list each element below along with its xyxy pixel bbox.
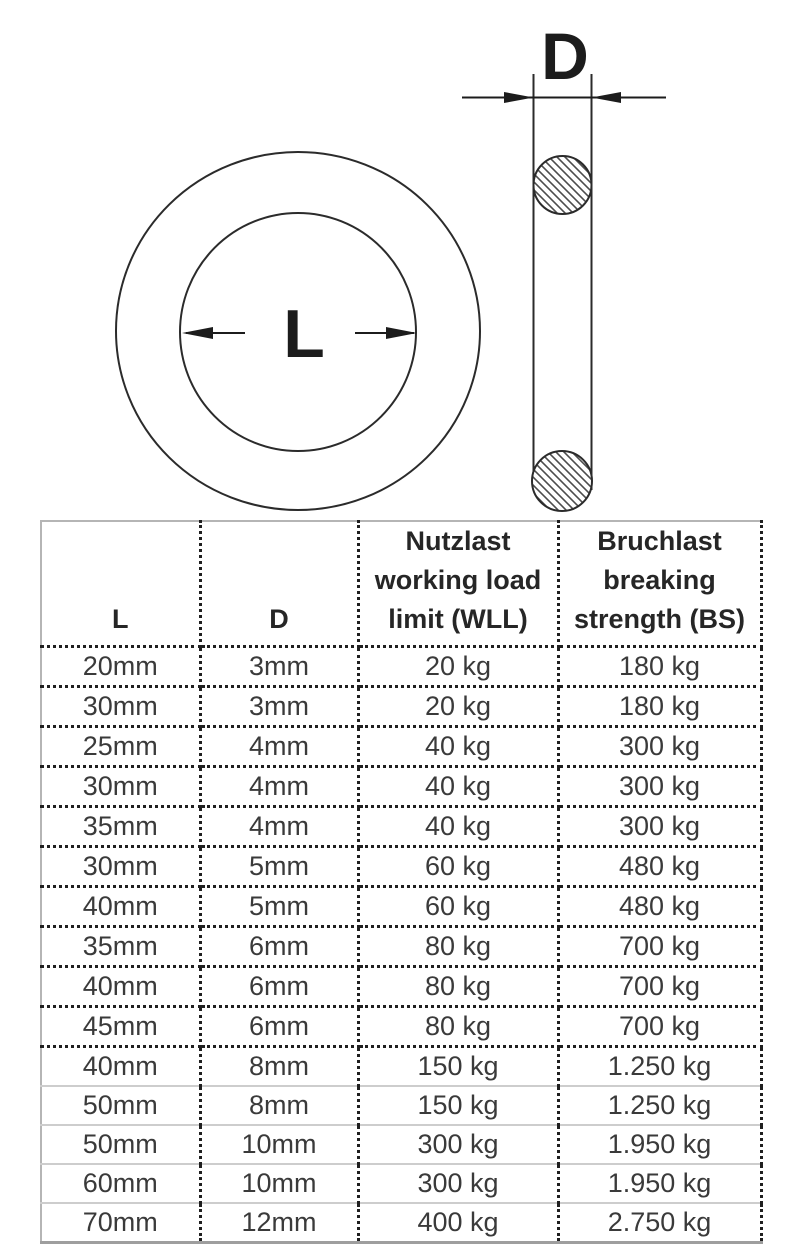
table-cell: 35mm	[41, 807, 200, 847]
table-cell: 700 kg	[558, 927, 761, 967]
table-cell: 300 kg	[558, 767, 761, 807]
col-header-l-label: L	[112, 604, 129, 634]
table-cell: 80 kg	[358, 967, 558, 1007]
table-cell: 180 kg	[558, 687, 761, 727]
col-header-l	[41, 521, 200, 647]
table-cell: 40mm	[41, 967, 200, 1007]
table-cell: 6mm	[200, 967, 358, 1007]
table-cell: 8mm	[200, 1047, 358, 1087]
table-cell: 50mm	[41, 1125, 200, 1164]
table-cell: 1.250 kg	[558, 1086, 761, 1125]
table-cell: 700 kg	[558, 1007, 761, 1047]
table-cell: 700 kg	[558, 967, 761, 1007]
table-cell: 3mm	[200, 647, 358, 687]
col-header-wll: Nutzlast working load limit (WLL)	[358, 521, 558, 647]
load-spec-table	[40, 520, 763, 1244]
table-cell: 40mm	[41, 887, 200, 927]
table-cell: 8mm	[200, 1086, 358, 1125]
table-cell: 4mm	[200, 727, 358, 767]
table-cell: 480 kg	[558, 887, 761, 927]
l-dimension-label: L	[283, 296, 325, 372]
table-row	[41, 647, 761, 687]
d-dimension-left-arrow-icon	[504, 92, 534, 103]
table-cell: 20mm	[41, 647, 200, 687]
table-cell: 150 kg	[358, 1047, 558, 1087]
l-dimension-right-arrow-icon	[355, 327, 417, 339]
table-cell: 20 kg	[358, 647, 558, 687]
table-row	[41, 767, 761, 807]
table-cell: 300 kg	[358, 1125, 558, 1164]
table-cell: 1.250 kg	[558, 1047, 761, 1087]
table-cell: 40 kg	[358, 727, 558, 767]
table-cell: 5mm	[200, 887, 358, 927]
table-row	[41, 927, 761, 967]
cross-section-bottom	[532, 451, 592, 511]
table-row	[41, 967, 761, 1007]
cross-section-top	[534, 156, 592, 214]
table-row	[41, 1203, 761, 1243]
table-cell: 35mm	[41, 927, 200, 967]
table-cell: 150 kg	[358, 1086, 558, 1125]
table-cell: 30mm	[41, 847, 200, 887]
table-cell: 25mm	[41, 727, 200, 767]
table-cell: 40 kg	[358, 767, 558, 807]
table-row	[41, 687, 761, 727]
table-cell: 60mm	[41, 1164, 200, 1203]
col-header-d	[200, 521, 358, 647]
table-cell: 400 kg	[358, 1203, 558, 1243]
ring-drawing-svg	[0, 0, 800, 516]
table-cell: 480 kg	[558, 847, 761, 887]
table-cell: 3mm	[200, 687, 358, 727]
table-cell: 300 kg	[558, 727, 761, 767]
ring-side-view	[462, 19, 666, 511]
table-cell: 6mm	[200, 927, 358, 967]
table-row	[41, 1164, 761, 1203]
table-cell: 300 kg	[558, 807, 761, 847]
table-cell: 6mm	[200, 1007, 358, 1047]
table-cell: 70mm	[41, 1203, 200, 1243]
table-cell: 80 kg	[358, 927, 558, 967]
ring-front-view	[116, 152, 480, 510]
table-cell: 40mm	[41, 1047, 200, 1087]
table-cell: 45mm	[41, 1007, 200, 1047]
table-cell: 10mm	[200, 1125, 358, 1164]
table-cell: 300 kg	[358, 1164, 558, 1203]
header-row	[41, 521, 761, 647]
table-cell: 4mm	[200, 807, 358, 847]
table-cell: 10mm	[200, 1164, 358, 1203]
table-cell: 12mm	[200, 1203, 358, 1243]
table-row	[41, 727, 761, 767]
l-dimension-left-arrow-icon	[182, 327, 245, 339]
table-cell: 2.750 kg	[558, 1203, 761, 1243]
table-row	[41, 1007, 761, 1047]
table-cell: 60 kg	[358, 847, 558, 887]
table-cell: 80 kg	[358, 1007, 558, 1047]
table-cell: 60 kg	[358, 887, 558, 927]
table-cell: 20 kg	[358, 687, 558, 727]
table-row	[41, 847, 761, 887]
table-cell: 30mm	[41, 767, 200, 807]
spec-table-body	[41, 647, 761, 1243]
table-cell: 30mm	[41, 687, 200, 727]
table-cell: 4mm	[200, 767, 358, 807]
table-row	[41, 807, 761, 847]
table-cell: 180 kg	[558, 647, 761, 687]
d-dimension-label: D	[541, 19, 589, 93]
d-dimension-line	[462, 92, 666, 103]
table-cell: 40 kg	[358, 807, 558, 847]
col-header-d-label: D	[269, 604, 289, 634]
table-row	[41, 1086, 761, 1125]
col-header-bs: Bruchlast breaking strength (BS)	[558, 521, 761, 647]
table-cell: 50mm	[41, 1086, 200, 1125]
table-row	[41, 1125, 761, 1164]
table-cell: 1.950 kg	[558, 1125, 761, 1164]
table-cell: 5mm	[200, 847, 358, 887]
ring-technical-drawing	[0, 0, 800, 516]
table-row	[41, 887, 761, 927]
d-dimension-right-arrow-icon	[592, 92, 622, 103]
table-row	[41, 1047, 761, 1087]
table-cell: 1.950 kg	[558, 1164, 761, 1203]
